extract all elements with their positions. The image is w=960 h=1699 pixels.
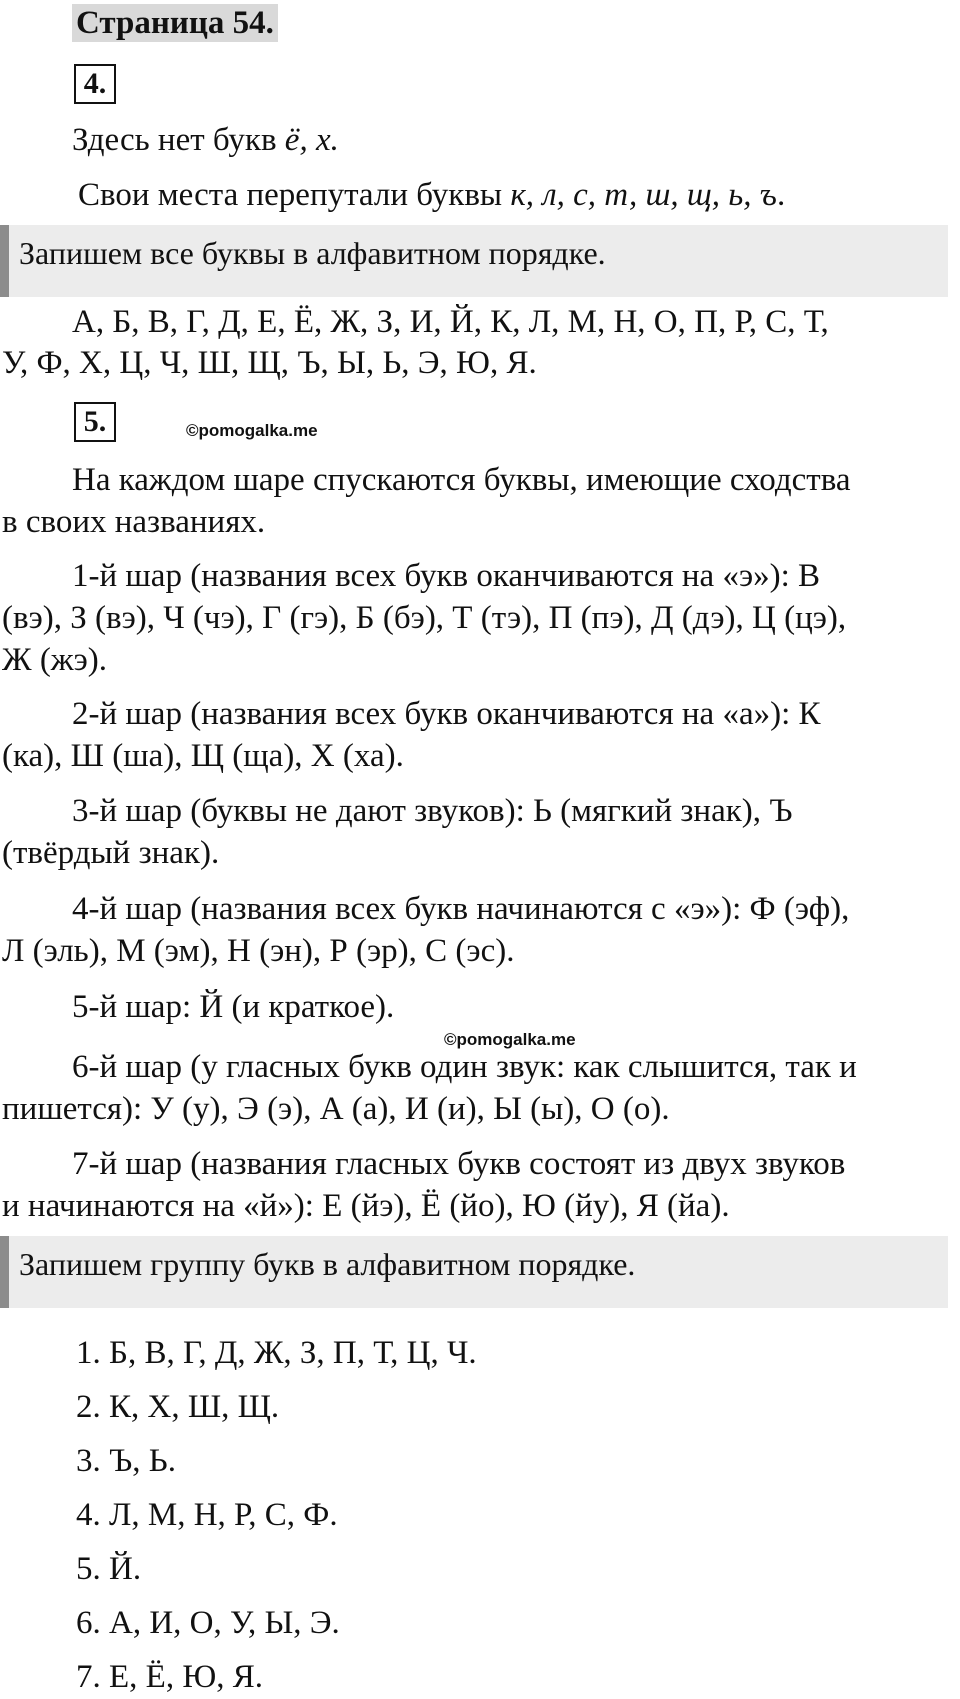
task-4-line-2-text: Свои места перепутали буквы [78, 177, 511, 213]
group-3: 3. Ъ, Ь. [76, 1443, 176, 1479]
ball-3-line-2: (твёрдый знак). [2, 835, 220, 871]
task-5-intro-line-2: в своих названиях. [2, 504, 266, 540]
ball-1-line-1: 1-й шар (названия всех букв оканчиваются на «э»): В [72, 558, 821, 594]
group-4: 4. Л, М, Н, Р, С, Ф. [76, 1497, 338, 1533]
task-4-line-2 [78, 175, 785, 215]
alphabet-line-1: А, Б, В, Г, Д, Е, Ё, Ж, З, И, Й, К, Л, М, Н, О, П, Р, С, Т, [72, 304, 829, 340]
ball-1-line-2: (вэ), З (вэ), Ч (чэ), Г (гэ), Б (бэ), Т (тэ), П (пэ), Д (дэ), Ц (цэ), [2, 600, 847, 636]
page-title: Страница 54. [72, 4, 278, 42]
task-5-number: 5. [74, 402, 116, 442]
group-6: 6. А, И, О, У, Ы, Э. [76, 1605, 340, 1641]
task-4-line-2-end: . [776, 177, 786, 213]
task-4-line-2-letters: к, л, с, т, ш, щ, ь, ъ [510, 177, 777, 213]
alphabet-line-2: У, Ф, Х, Ц, Ч, Ш, Щ, Ъ, Ы, Ь, Э, Ю, Я. [2, 345, 537, 381]
group-7: 7. Е, Ё, Ю, Я. [76, 1659, 263, 1695]
watermark-top: ©pomogalka.me [186, 421, 318, 440]
task-4-line-1 [72, 120, 339, 160]
ball-2-line-2: (ка), Ш (ша), Щ (ща), Х (ха). [2, 738, 404, 774]
task-4-note-box [0, 225, 948, 297]
group-1: 1. Б, В, Г, Д, Ж, З, П, Т, Ц, Ч. [76, 1335, 477, 1371]
ball-6-line-2: пишется): У (у), Э (э), А (а), И (и), Ы (ы), О (о). [2, 1091, 670, 1127]
task-5-note-text: Запишем группу букв в алфавитном порядке. [19, 1246, 636, 1282]
ball-3-line-1: 3-й шар (буквы не дают звуков): Ь (мягкий знак), Ъ [72, 793, 793, 829]
ball-5-line-1: 5-й шар: Й (и краткое). [72, 989, 395, 1025]
task-5-intro-line-1: На каждом шаре спускаются буквы, имеющие сходства [72, 462, 851, 498]
ball-1-line-3: Ж (жэ). [2, 642, 108, 678]
group-5: 5. Й. [76, 1551, 142, 1587]
group-2: 2. К, Х, Ш, Щ. [76, 1389, 280, 1425]
ball-6-line-1: 6-й шар (у гласных букв один звук: как слышится, так и [72, 1049, 857, 1085]
task-4-line-1-letters: ё, х. [284, 122, 339, 158]
task-4-line-1-text: Здесь нет букв [72, 122, 285, 158]
ball-4-line-2: Л (эль), М (эм), Н (эн), Р (эр), С (эс). [2, 933, 515, 969]
ball-4-line-1: 4-й шар (названия всех букв начинаются с «э»): Ф (эф), [72, 891, 850, 927]
task-4-note-text: Запишем все буквы в алфавитном порядке. [19, 235, 606, 271]
task-4-number: 4. [74, 64, 116, 104]
task-5-note-box [0, 1236, 948, 1308]
ball-7-line-1: 7-й шар (названия гласных букв состоят из двух звуков [72, 1146, 846, 1182]
ball-2-line-1: 2-й шар (названия всех букв оканчиваются на «а»): К [72, 696, 821, 732]
watermark-middle: ©pomogalka.me [444, 1030, 576, 1049]
ball-7-line-2: и начинаются на «й»): Е (йэ), Ё (йо), Ю (йу), Я (йа). [2, 1188, 730, 1224]
